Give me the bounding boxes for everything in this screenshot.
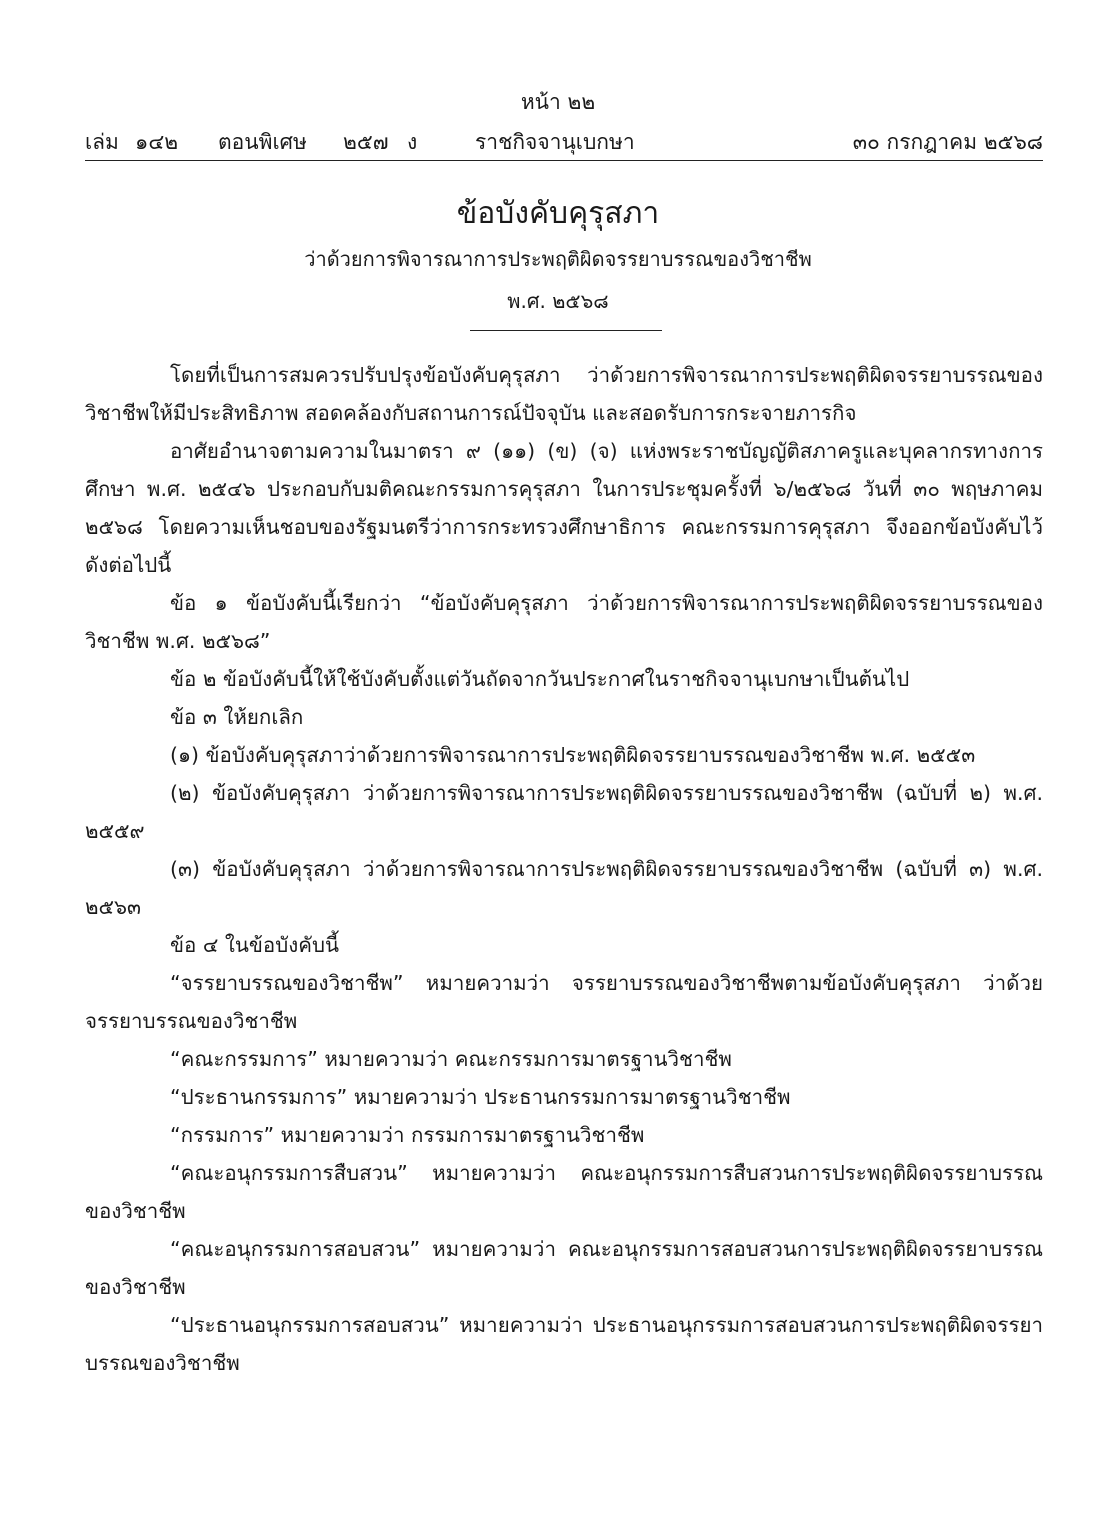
section-number: ๒๕๗ xyxy=(343,130,389,154)
definition-committee: “คณะกรรมการ” หมายความว่า คณะกรรมการมาตรฐานวิชาชีพ xyxy=(170,1047,732,1071)
document-year: พ.ศ. ๒๕๖๘ xyxy=(507,289,609,313)
definition-professional-ethics: “จรรยาบรรณของวิชาชีพ” หมายความว่า จรรยาบรรณของวิชาชีพตามข้อบังคับคุรุสภา ว่าด้วยจรรยาบรรณของวิชาชีพ xyxy=(85,971,1043,1033)
definition-investigation-subcommittee-chair: “ประธานอนุกรรมการสอบสวน” หมายความว่า ประธานอนุกรรมการสอบสวนการประพฤติผิดจรรยาบรรณของวิชาชีพ xyxy=(85,1313,1043,1375)
definition-fact-finding-subcommittee: “คณะอนุกรรมการสืบสวน” หมายความว่า คณะอนุกรรมการสืบสวนการประพฤติผิดจรรยาบรรณของวิชาชีพ xyxy=(85,1161,1043,1223)
clause-3-item-2: (๒) ข้อบังคับคุรุสภา ว่าด้วยการพิจารณาการประพฤติผิดจรรยาบรรณของวิชาชีพ (ฉบับที่ ๒) พ.ศ. ๒๕๕๙ xyxy=(85,781,1043,843)
definition-committee-chair: “ประธานกรรมการ” หมายความว่า ประธานกรรมการมาตรฐานวิชาชีพ xyxy=(170,1085,791,1109)
document-subtitle: ว่าด้วยการพิจารณาการประพฤติผิดจรรยาบรรณของวิชาชีพ xyxy=(304,247,812,271)
document-title: ข้อบังคับคุรุสภา xyxy=(456,196,660,231)
section-label: ตอนพิเศษ xyxy=(218,130,307,154)
section-letter: ง xyxy=(407,130,418,154)
gazette-header xyxy=(85,126,1043,161)
book-label: เล่ม xyxy=(85,130,119,154)
clause-3: ข้อ ๓ ให้ยกเลิก xyxy=(170,705,304,729)
document-body xyxy=(85,356,1043,1382)
gazette-name: ราชกิจจานุเบกษา xyxy=(475,130,635,154)
publication-date: ๓๐ กรกฎาคม ๒๕๖๘ xyxy=(852,130,1043,154)
clause-3-item-3: (๓) ข้อบังคับคุรุสภา ว่าด้วยการพิจารณาการประพฤติผิดจรรยาบรรณของวิชาชีพ (ฉบับที่ ๓) พ.ศ. ๒๕๖๓ xyxy=(85,857,1043,919)
title-divider xyxy=(470,330,662,331)
preamble-paragraph: โดยที่เป็นการสมควรปรับปรุงข้อบังคับคุรุสภา ว่าด้วยการพิจารณาการประพฤติผิดจรรยาบรรณของวิชาชีพให้มีประสิทธิภาพ สอดคล้องกับสถานการณ์ปัจจุบัน และสอดรับการกระจายภารกิจ xyxy=(85,363,1043,425)
book-number: ๑๔๒ xyxy=(135,130,179,154)
clause-1: ข้อ ๑ ข้อบังคับนี้เรียกว่า “ข้อบังคับคุรุสภา ว่าด้วยการพิจารณาการประพฤติผิดจรรยาบรรณของวิชาชีพ พ.ศ. ๒๕๖๘” xyxy=(85,591,1043,653)
authority-paragraph: อาศัยอำนาจตามความในมาตรา ๙ (๑๑) (ข) (จ) แห่งพระราชบัญญัติสภาครูและบุคลากรทางการศึกษา พ.ศ. ๒๕๔๖ ประกอบกับมติคณะกรรมการคุรุสภา ในการประชุมครั้งที่ ๖/๒๕๖๘ วันที่ ๓๐ พฤษภาคม ๒๕๖๘ โดยความเห็นชอบของรัฐมนตรีว่าการกระทรวงศึกษาธิการ คณะกรรมการคุรุสภา จึงออกข้อบังคับไว้ ดังต่อไปนี้ xyxy=(85,439,1043,577)
definition-committee-member: “กรรมการ” หมายความว่า กรรมการมาตรฐานวิชาชีพ xyxy=(170,1123,645,1147)
page-number: หน้า ๒๒ xyxy=(520,90,596,114)
clause-4: ข้อ ๔ ในข้อบังคับนี้ xyxy=(170,933,339,957)
clause-2: ข้อ ๒ ข้อบังคับนี้ให้ใช้บังคับตั้งแต่วันถัดจากวันประกาศในราชกิจจานุเบกษาเป็นต้นไป xyxy=(170,667,910,691)
clause-3-item-1: (๑) ข้อบังคับคุรุสภาว่าด้วยการพิจารณาการประพฤติผิดจรรยาบรรณของวิชาชีพ พ.ศ. ๒๕๕๓ xyxy=(170,743,976,767)
definition-investigation-subcommittee: “คณะอนุกรรมการสอบสวน” หมายความว่า คณะอนุกรรมการสอบสวนการประพฤติผิดจรรยาบรรณของวิชาชีพ xyxy=(85,1237,1043,1299)
